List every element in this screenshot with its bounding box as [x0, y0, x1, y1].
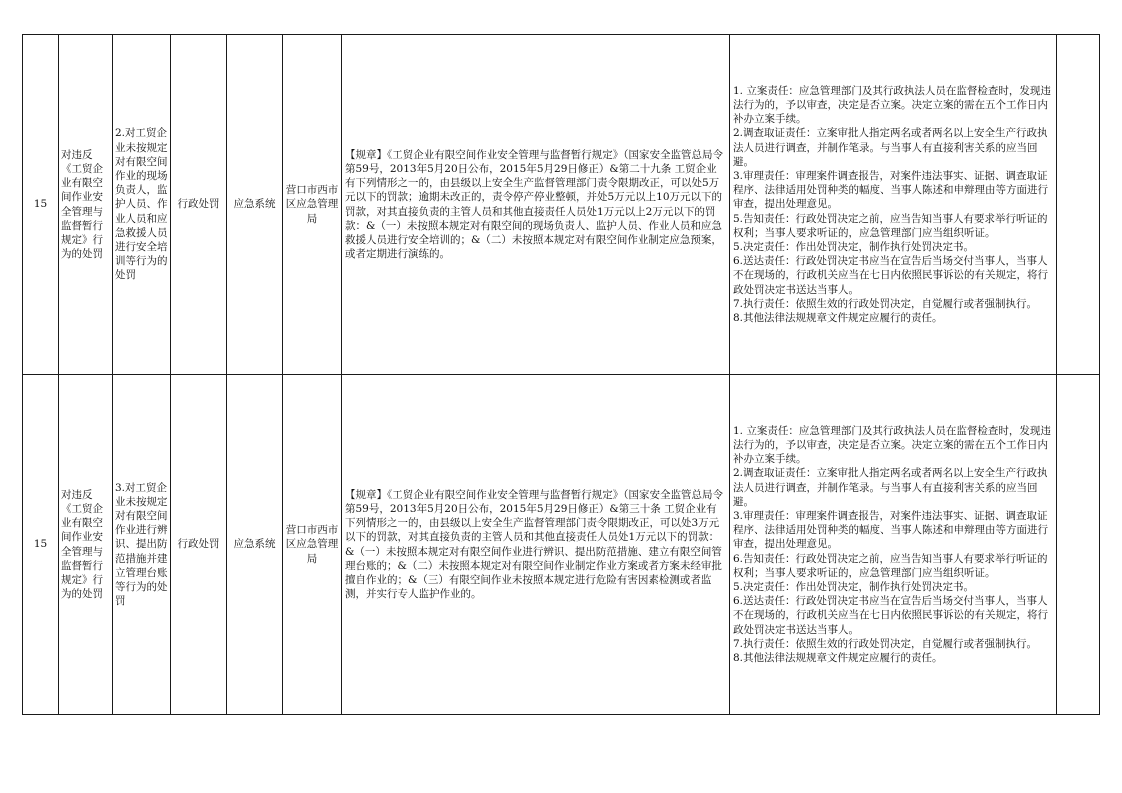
legal-basis: 【规章】《工贸企业有限空间作业安全管理与监督暂行规定》（国家安全监管总局令第59号，2013年5月20日公布，2015年5月29日修正）&第三十条 工贸企业有下列情形之一的，由县级以上安全生产监督管理部门责令限期改正，可以处3万元以下的罚款，对其直接负责的主管人员和其他直接责任人员处1万元以下的罚款：&（一）未按照本规定对有限空间作业进行辨识、提出防范措施、建立有限空间管理台账的；&（二）未按照本规定对有限空间作业制定作业方案或者方案未经审批擅自作业的；&（三）有限空间作业未按照本规定进行危险有害因素检测或者监测，并实行专人监护作业的。: [342, 375, 730, 715]
table-row: [23, 375, 1100, 715]
authority-table: [22, 34, 1100, 715]
remark-cell: [1057, 35, 1100, 375]
remark-cell: [1057, 375, 1100, 715]
responsibility-item: 3.审理责任：审理案件调查报告，对案件违法事实、证据、调查取证程序、法律适用处罚种类的幅度、当事人陈述和申辩理由等方面进行审查，提出处理意见。: [733, 509, 1048, 551]
responsibility-list: [730, 35, 1057, 375]
item-name: 对违反《工贸企业有限空间作业安全管理与监督暂行规定》行为的处罚: [59, 375, 113, 715]
responsibility-item: 2.调查取证责任：立案审批人指定两名或者两名以上安全生产行政执法人员进行调查，并制作笔录。与当事人有直接利害关系的应当回避。: [733, 127, 1048, 168]
responsibility-item: 5.决定责任：作出处罚决定，制作执行处罚决定书。: [733, 241, 975, 253]
responsibility-item: 1. 立案责任：应急管理部门及其行政执法人员在监督检查时，发现违法行为的，予以审查，决定是否立案。决定立案的需在五个工作日内补办立案手续。: [733, 84, 1051, 126]
responsibility-item: 8.其他法律法规规章文件规定应履行的责任。: [733, 652, 943, 665]
responsibility-item: 2.调查取证责任：立案审批人指定两名或者两名以上安全生产行政执法人员进行调查，并制作笔录。与当事人有直接利害关系的应当回避。: [733, 467, 1048, 508]
row-number: 15: [23, 375, 59, 715]
power-type: 行政处罚: [171, 375, 227, 715]
responsibility-item: 6.送达责任：行政处罚决定书应当在宣告后当场交付当事人，当事人不在现场的，行政机关应当在七日内依照民事诉讼的有关规定，将行政处罚决定书送达当事人。: [733, 255, 1048, 296]
department-system: 应急系统: [227, 375, 283, 715]
implementing-agency: 营口市西市区应急管理局: [283, 35, 342, 375]
responsibility-item: 7.执行责任：依照生效的行政处罚决定，自觉履行或者强制执行。: [733, 297, 1038, 310]
row-number: 15: [23, 35, 59, 375]
item-name: 对违反《工贸企业有限空间作业安全管理与监督暂行规定》行为的处罚: [59, 35, 113, 375]
sub-item-name: 2.对工贸企业未按规定对有限空间作业的现场负责人，监护人员、作业人员和应急救援人员进行安全培训等行为的处罚: [113, 35, 171, 375]
power-type: 行政处罚: [171, 35, 227, 375]
responsibility-item: 5.决定责任：作出处罚决定，制作执行处罚决定书。: [733, 581, 975, 593]
responsibility-list: [730, 375, 1057, 715]
responsibility-item: 6.告知责任：行政处罚决定之前，应当告知当事人有要求举行听证的权利；当事人要求听证的，应急管理部门应当组织听证。: [733, 552, 1048, 579]
department-system: 应急系统: [227, 35, 283, 375]
table-row: [23, 35, 1100, 375]
legal-basis: 【规章】《工贸企业有限空间作业安全管理与监督暂行规定》（国家安全监管总局令第59号，2013年5月20日公布，2015年5月29日修正）&第二十九条 工贸企业有下列情形之一的，由县级以上安全生产监督管理部门责令限期改正，可以处5万元以下的罚款；逾期未改正的，责令停产停业整顿，并处5万元以上10万元以下的罚款，对其直接负责的主管人员和其他直接责任人员处1万元以上2万元以下的罚款：&（一）未按照本规定对有限空间的现场负责人、监护人员、作业人员和应急救援人员进行安全培训的；&（二）未按照本规定对有限空间作业制定应急预案，或者定期进行演练的。: [342, 35, 730, 375]
responsibility-item: 5.告知责任：行政处罚决定之前，应当告知当事人有要求举行听证的权利；当事人要求听证的，应急管理部门应当组织听证。: [733, 212, 1048, 239]
sub-item-name: 3.对工贸企业未按规定对有限空间作业进行辨识、提出防范措施并建立管理台账等行为的处罚: [113, 375, 171, 715]
responsibility-item: 8.其他法律法规规章文件规定应履行的责任。: [733, 312, 943, 325]
responsibility-item: 7.执行责任：依照生效的行政处罚决定，自觉履行或者强制执行。: [733, 637, 1038, 650]
responsibility-item: 6.送达责任：行政处罚决定书应当在宣告后当场交付当事人，当事人不在现场的，行政机关应当在七日内依照民事诉讼的有关规定，将行政处罚决定书送达当事人。: [733, 595, 1048, 636]
responsibility-item: 3.审理责任：审理案件调查报告，对案件违法事实、证据、调查取证程序、法律适用处罚种类的幅度、当事人陈述和申辩理由等方面进行审查，提出处理意见。: [733, 169, 1048, 211]
responsibility-item: 1. 立案责任：应急管理部门及其行政执法人员在监督检查时，发现违法行为的，予以审查，决定是否立案。决定立案的需在五个工作日内补办立案手续。: [733, 424, 1051, 466]
implementing-agency: 营口市西市区应急管理局: [283, 375, 342, 715]
